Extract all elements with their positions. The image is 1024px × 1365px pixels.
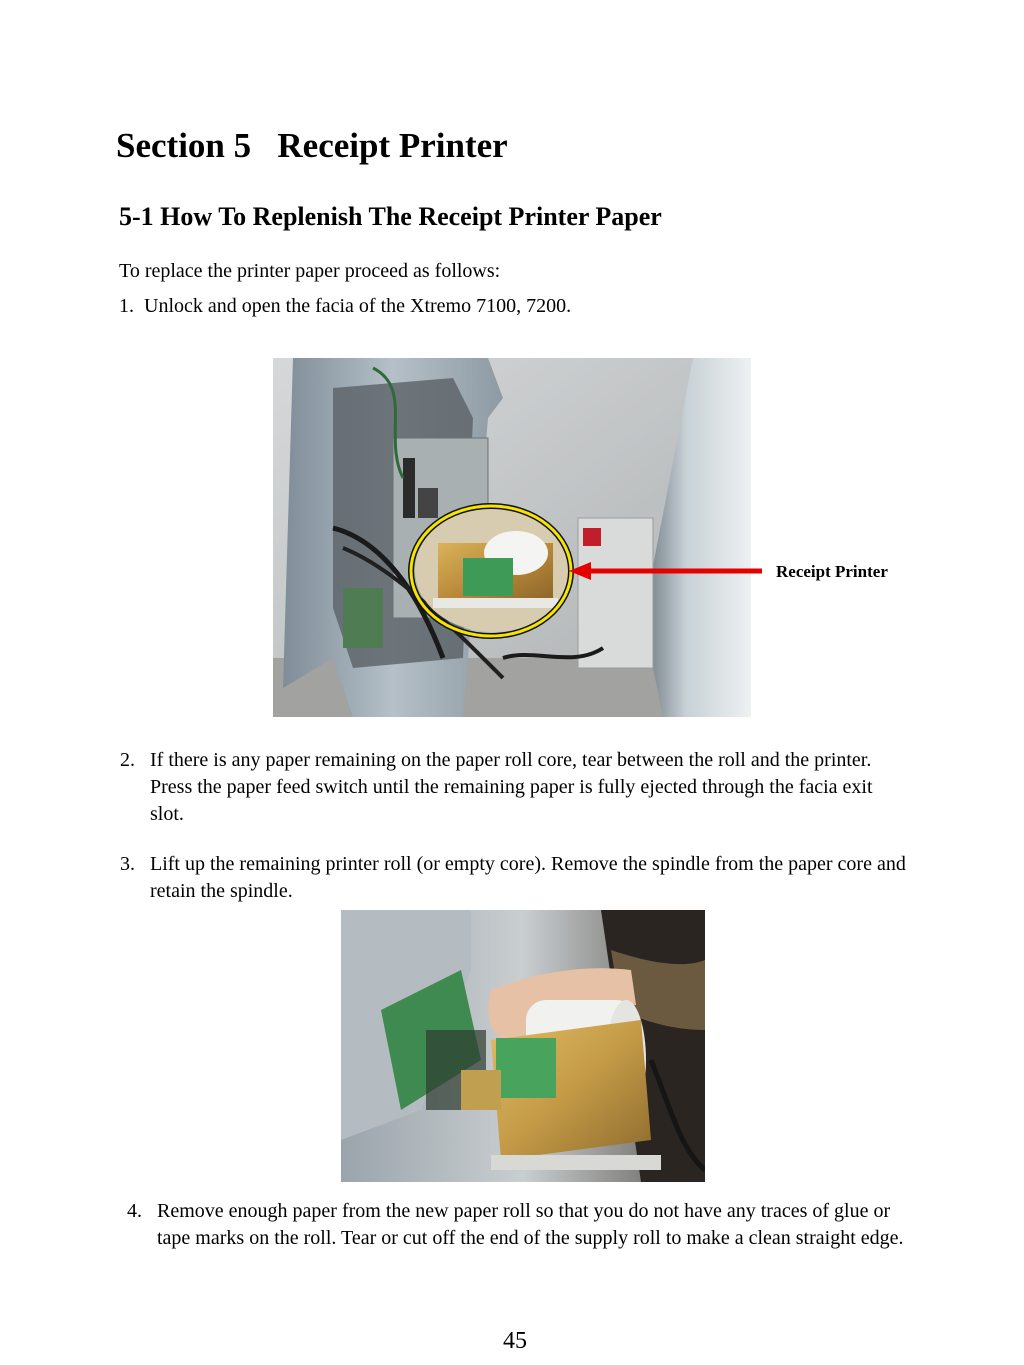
step-3-number: 3.: [120, 853, 135, 875]
callout-arrow: [567, 560, 767, 582]
step-2-number: 2.: [120, 749, 135, 771]
step-3-text: Lift up the remaining printer roll (or empty core). Remove the spindle from the paper core and retain the spindle.: [150, 853, 906, 902]
step-4-number: 4.: [127, 1200, 142, 1222]
step-1: [119, 293, 571, 320]
section-title: Section 5 Receipt Printer: [116, 126, 508, 165]
subsection-title: 5-1 How To Replenish The Receipt Printer Paper: [119, 202, 662, 231]
kiosk-open-facia-photo: [273, 358, 751, 717]
page-number: 45: [503, 1328, 527, 1354]
step-1-number: 1.: [119, 295, 134, 317]
step-2-text: If there is any paper remaining on the paper roll core, tear between the roll and the printer. Press the paper feed switch until the remaining paper is fully ejected through the facia exit slot.: [150, 749, 873, 825]
intro-text: To replace the printer paper proceed as follows:: [119, 260, 501, 282]
receipt-printer-callout: Receipt Printer: [776, 562, 888, 581]
step-1-text: Unlock and open the facia of the Xtremo 7100, 7200.: [144, 295, 572, 317]
lift-printer-roll-photo: [341, 910, 705, 1182]
step-4-text: Remove enough paper from the new paper roll so that you do not have any traces of glue or tape marks on the roll. Tear or cut off the end of the supply roll to make a clean straight edge.: [157, 1200, 904, 1249]
